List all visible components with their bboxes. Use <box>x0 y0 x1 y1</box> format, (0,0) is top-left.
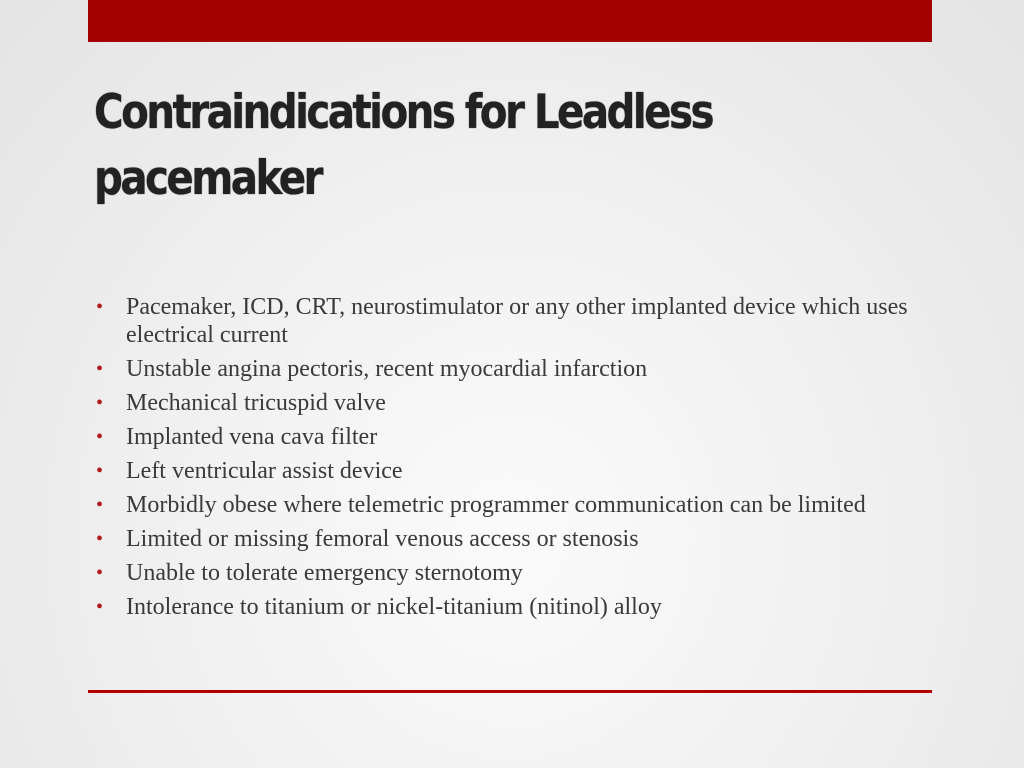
bullet-icon: • <box>96 392 104 414</box>
contraindications-list <box>96 293 928 627</box>
list-item-text: Morbidly obese where telemetric programmer communication can be limited <box>126 492 866 518</box>
list-item <box>96 457 928 485</box>
bullet-icon: • <box>96 562 104 584</box>
list-item <box>96 389 928 417</box>
list-item-text: Unable to tolerate emergency sternotomy <box>126 560 523 586</box>
list-item-text: Mechanical tricuspid valve <box>126 390 386 416</box>
list-item <box>96 491 928 519</box>
list-item <box>96 355 928 383</box>
list-item <box>96 423 928 451</box>
bullet-icon: • <box>96 596 104 618</box>
list-item-text: Unstable angina pectoris, recent myocardial infarction <box>126 356 648 382</box>
list-item-text: Limited or missing femoral venous access or stenosis <box>126 526 639 552</box>
bullet-icon: • <box>96 528 104 550</box>
top-accent-bar <box>88 0 932 42</box>
bullet-icon: • <box>96 358 104 380</box>
list-item-text: Implanted vena cava filter <box>126 424 378 450</box>
list-item <box>96 559 928 587</box>
bullet-icon: • <box>96 460 104 482</box>
list-item <box>96 593 928 621</box>
list-item <box>96 525 928 553</box>
list-item <box>96 293 928 349</box>
bullet-icon: • <box>96 296 104 318</box>
bullet-icon: • <box>96 494 104 516</box>
list-item-text: Pacemaker, ICD, CRT, neurostimulator or any other implanted device which uses electrical current <box>126 294 908 348</box>
list-item-text: Left ventricular assist device <box>126 458 403 484</box>
slide-title: Contraindications for Leadless pacemaker <box>94 85 712 206</box>
bottom-divider <box>88 690 932 693</box>
list-item-text: Intolerance to titanium or nickel-titanium (nitinol) alloy <box>126 594 662 620</box>
bullet-icon: • <box>96 426 104 448</box>
